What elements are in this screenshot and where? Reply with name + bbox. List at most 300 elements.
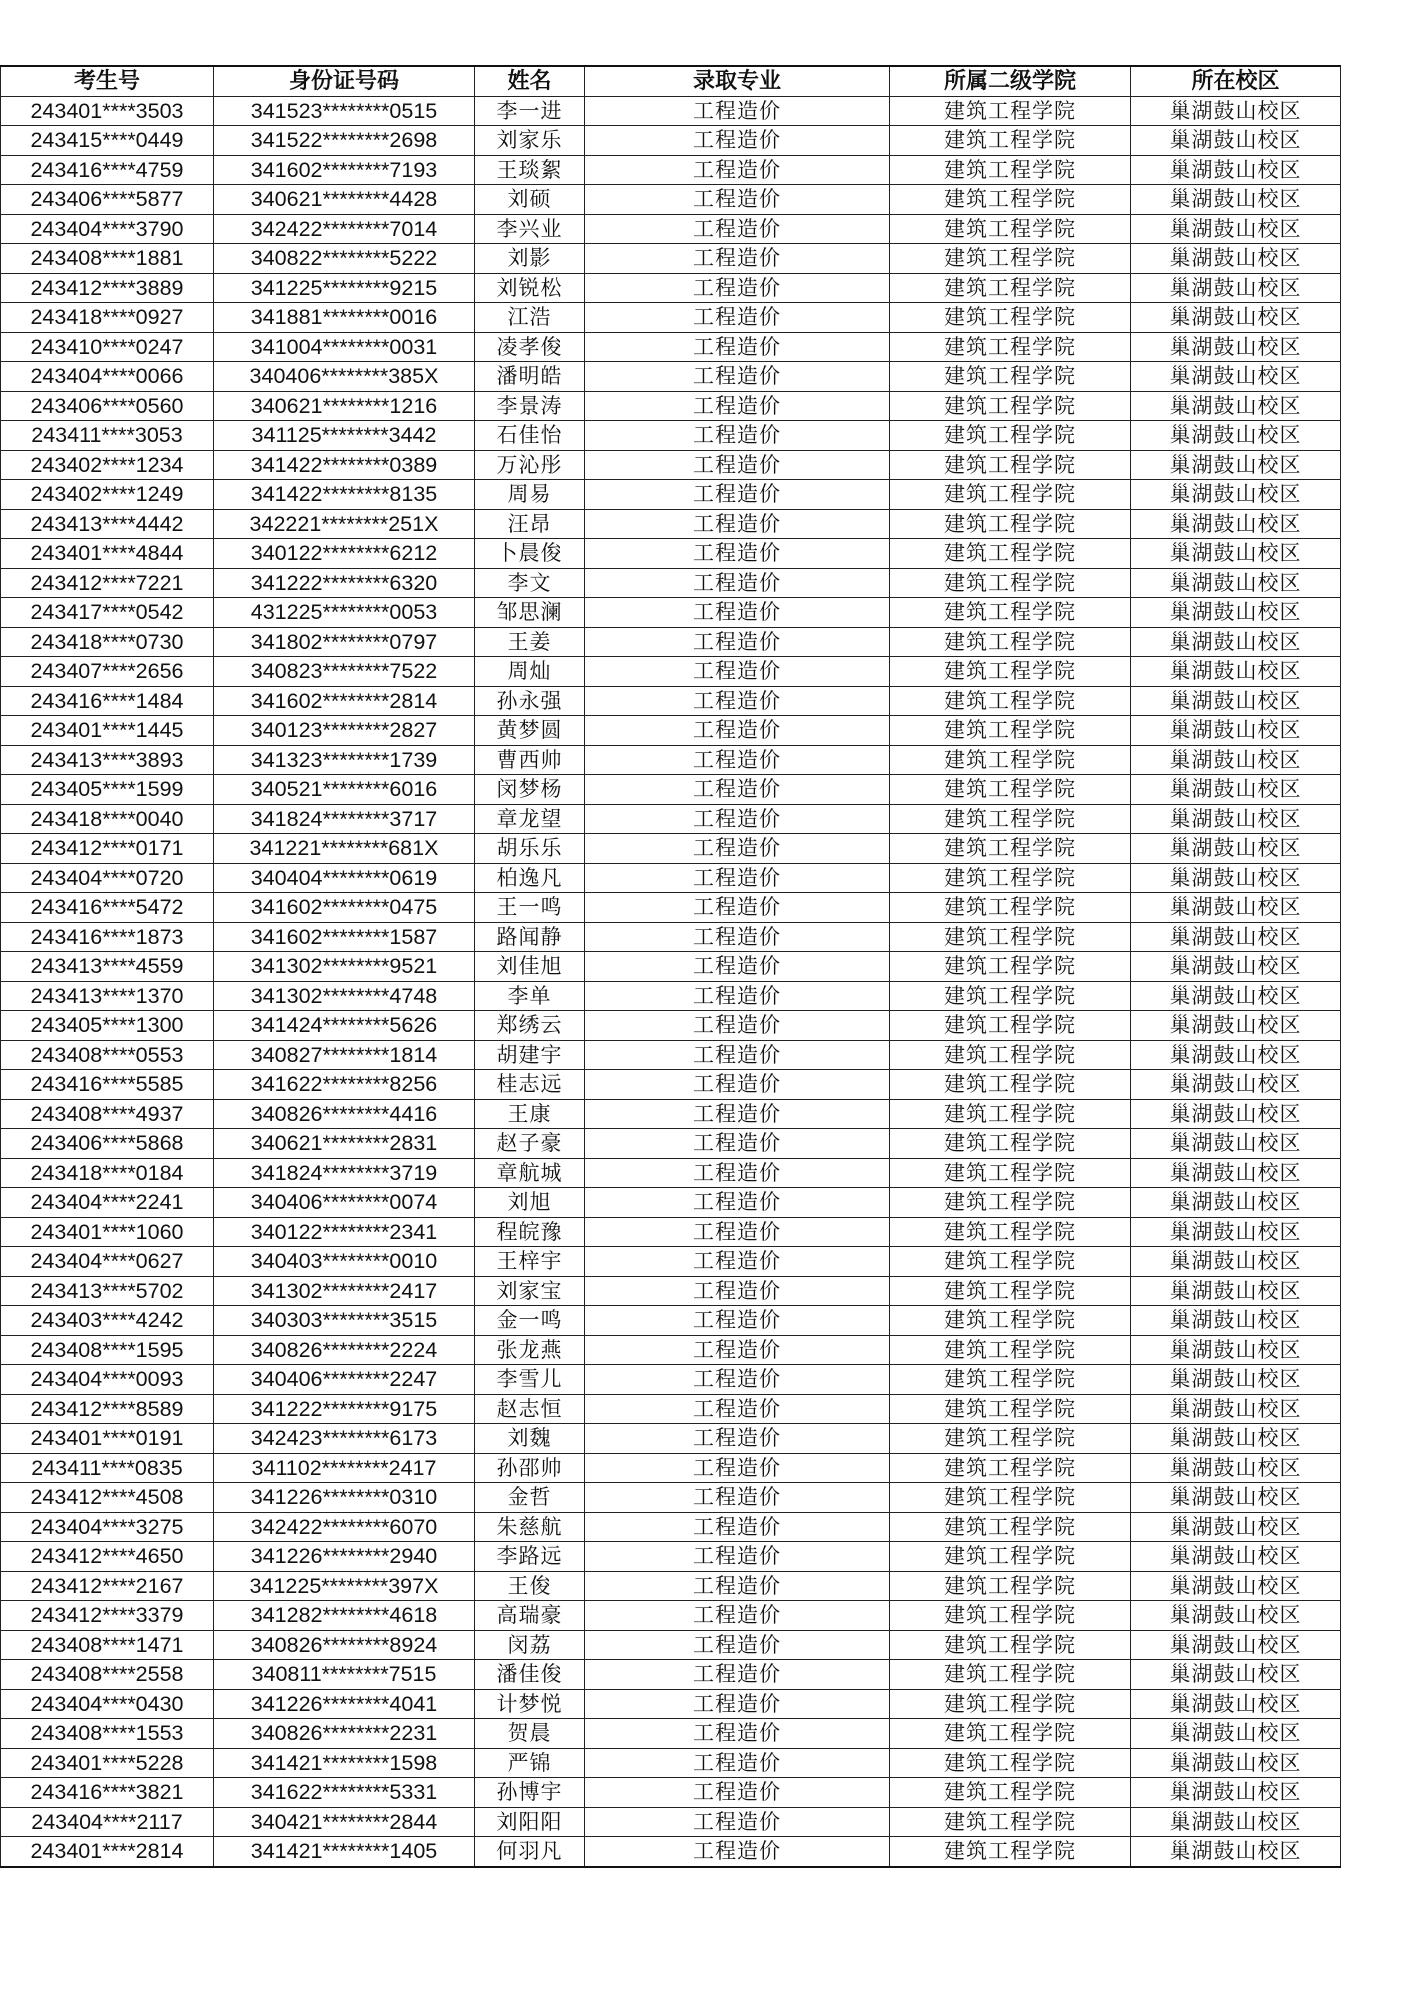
exam-number-cell: 243404****3275 [1,1512,214,1542]
college-cell: 建筑工程学院 [890,391,1131,421]
campus-cell: 巢湖鼓山校区 [1131,745,1341,775]
college-cell: 建筑工程学院 [890,804,1131,834]
table-row [1,1188,1341,1218]
college-cell: 建筑工程学院 [890,1011,1131,1041]
college-cell: 建筑工程学院 [890,244,1131,274]
id-number-cell: 341824********3719 [214,1158,475,1188]
name-cell: 李路远 [475,1542,585,1572]
header-college: 所属二级学院 [890,66,1131,96]
college-cell: 建筑工程学院 [890,952,1131,982]
table-row [1,1571,1341,1601]
exam-number-cell: 243412****8589 [1,1394,214,1424]
college-cell: 建筑工程学院 [890,1660,1131,1690]
table-row [1,1158,1341,1188]
exam-number-cell: 243408****2558 [1,1660,214,1690]
college-cell: 建筑工程学院 [890,480,1131,510]
name-cell: 王康 [475,1099,585,1129]
name-cell: 刘魏 [475,1424,585,1454]
exam-number-cell: 243408****1881 [1,244,214,274]
exam-number-cell: 243416****1484 [1,686,214,716]
name-cell: 金一鸣 [475,1306,585,1336]
table-row [1,1365,1341,1395]
major-cell: 工程造价 [585,185,890,215]
college-cell: 建筑工程学院 [890,1365,1131,1395]
name-cell: 计梦悦 [475,1689,585,1719]
id-number-cell: 341622********8256 [214,1070,475,1100]
campus-cell: 巢湖鼓山校区 [1131,1571,1341,1601]
exam-number-cell: 243412****4650 [1,1542,214,1572]
major-cell: 工程造价 [585,1660,890,1690]
name-cell: 桂志远 [475,1070,585,1100]
exam-number-cell: 243412****3889 [1,273,214,303]
id-number-cell: 341881********0016 [214,303,475,333]
major-cell: 工程造价 [585,244,890,274]
exam-number-cell: 243413****4442 [1,509,214,539]
name-cell: 贺晨 [475,1719,585,1749]
exam-number-cell: 243408****1595 [1,1335,214,1365]
name-cell: 高瑞豪 [475,1601,585,1631]
campus-cell: 巢湖鼓山校区 [1131,981,1341,1011]
college-cell: 建筑工程学院 [890,273,1131,303]
table-row [1,244,1341,274]
id-number-cell: 342221********251X [214,509,475,539]
name-cell: 汪昂 [475,509,585,539]
college-cell: 建筑工程学院 [890,1689,1131,1719]
name-cell: 胡乐乐 [475,834,585,864]
college-cell: 建筑工程学院 [890,155,1131,185]
major-cell: 工程造价 [585,1217,890,1247]
college-cell: 建筑工程学院 [890,863,1131,893]
college-cell: 建筑工程学院 [890,1424,1131,1454]
id-number-cell: 341824********3717 [214,804,475,834]
id-number-cell: 341302********2417 [214,1276,475,1306]
major-cell: 工程造价 [585,480,890,510]
major-cell: 工程造价 [585,1011,890,1041]
campus-cell: 巢湖鼓山校区 [1131,1129,1341,1159]
exam-number-cell: 243415****0449 [1,126,214,156]
major-cell: 工程造价 [585,1394,890,1424]
exam-number-cell: 243406****5877 [1,185,214,215]
header-exam-number: 考生号 [1,66,214,96]
college-cell: 建筑工程学院 [890,1335,1131,1365]
table-row [1,1424,1341,1454]
college-cell: 建筑工程学院 [890,303,1131,333]
table-row [1,1778,1341,1808]
major-cell: 工程造价 [585,716,890,746]
college-cell: 建筑工程学院 [890,1129,1131,1159]
id-number-cell: 340521********6016 [214,775,475,805]
id-number-cell: 341125********3442 [214,421,475,451]
id-number-cell: 341226********4041 [214,1689,475,1719]
id-number-cell: 341102********2417 [214,1453,475,1483]
major-cell: 工程造价 [585,539,890,569]
college-cell: 建筑工程学院 [890,716,1131,746]
name-cell: 周灿 [475,657,585,687]
exam-number-cell: 243405****1599 [1,775,214,805]
major-cell: 工程造价 [585,1542,890,1572]
campus-cell: 巢湖鼓山校区 [1131,1424,1341,1454]
major-cell: 工程造价 [585,745,890,775]
id-number-cell: 340811********7515 [214,1660,475,1690]
table-row [1,1748,1341,1778]
table-row [1,745,1341,775]
name-cell: 柏逸凡 [475,863,585,893]
table-row [1,863,1341,893]
exam-number-cell: 243405****1300 [1,1011,214,1041]
exam-number-cell: 243418****0184 [1,1158,214,1188]
campus-cell: 巢湖鼓山校区 [1131,1483,1341,1513]
table-row [1,1483,1341,1513]
major-cell: 工程造价 [585,1689,890,1719]
campus-cell: 巢湖鼓山校区 [1131,332,1341,362]
campus-cell: 巢湖鼓山校区 [1131,1660,1341,1690]
college-cell: 建筑工程学院 [890,1837,1131,1867]
major-cell: 工程造价 [585,1748,890,1778]
id-number-cell: 340421********2844 [214,1807,475,1837]
name-cell: 曹西帅 [475,745,585,775]
major-cell: 工程造价 [585,981,890,1011]
major-cell: 工程造价 [585,893,890,923]
name-cell: 黄梦圆 [475,716,585,746]
table-row [1,480,1341,510]
id-number-cell: 340621********2831 [214,1129,475,1159]
id-number-cell: 341421********1598 [214,1748,475,1778]
campus-cell: 巢湖鼓山校区 [1131,893,1341,923]
campus-cell: 巢湖鼓山校区 [1131,273,1341,303]
exam-number-cell: 243404****0720 [1,863,214,893]
campus-cell: 巢湖鼓山校区 [1131,922,1341,952]
exam-number-cell: 243407****2656 [1,657,214,687]
major-cell: 工程造价 [585,1630,890,1660]
id-number-cell: 341226********0310 [214,1483,475,1513]
name-cell: 路闻静 [475,922,585,952]
exam-number-cell: 243408****0553 [1,1040,214,1070]
major-cell: 工程造价 [585,362,890,392]
table-row [1,1247,1341,1277]
campus-cell: 巢湖鼓山校区 [1131,391,1341,421]
exam-number-cell: 243401****1060 [1,1217,214,1247]
major-cell: 工程造价 [585,952,890,982]
table-row [1,539,1341,569]
table-row [1,126,1341,156]
major-cell: 工程造价 [585,598,890,628]
major-cell: 工程造价 [585,1483,890,1513]
exam-number-cell: 243408****1471 [1,1630,214,1660]
id-number-cell: 341302********4748 [214,981,475,1011]
id-number-cell: 341522********2698 [214,126,475,156]
college-cell: 建筑工程学院 [890,509,1131,539]
college-cell: 建筑工程学院 [890,1453,1131,1483]
table-row [1,1512,1341,1542]
college-cell: 建筑工程学院 [890,745,1131,775]
college-cell: 建筑工程学院 [890,362,1131,392]
name-cell: 王一鸣 [475,893,585,923]
campus-cell: 巢湖鼓山校区 [1131,126,1341,156]
major-cell: 工程造价 [585,834,890,864]
table-row [1,598,1341,628]
exam-number-cell: 243401****3503 [1,96,214,126]
id-number-cell: 341602********7193 [214,155,475,185]
id-number-cell: 342422********6070 [214,1512,475,1542]
exam-number-cell: 243416****5585 [1,1070,214,1100]
table-row [1,893,1341,923]
exam-number-cell: 243413****5702 [1,1276,214,1306]
college-cell: 建筑工程学院 [890,1188,1131,1218]
college-cell: 建筑工程学院 [890,214,1131,244]
id-number-cell: 340406********2247 [214,1365,475,1395]
exam-number-cell: 243412****2167 [1,1571,214,1601]
major-cell: 工程造价 [585,303,890,333]
exam-number-cell: 243411****0835 [1,1453,214,1483]
id-number-cell: 341222********6320 [214,568,475,598]
header-name: 姓名 [475,66,585,96]
name-cell: 郑绣云 [475,1011,585,1041]
campus-cell: 巢湖鼓山校区 [1131,1512,1341,1542]
table-row [1,568,1341,598]
college-cell: 建筑工程学院 [890,185,1131,215]
campus-cell: 巢湖鼓山校区 [1131,1601,1341,1631]
name-cell: 万沁彤 [475,450,585,480]
campus-cell: 巢湖鼓山校区 [1131,1306,1341,1336]
id-number-cell: 341422********8135 [214,480,475,510]
college-cell: 建筑工程学院 [890,686,1131,716]
campus-cell: 巢湖鼓山校区 [1131,480,1341,510]
college-cell: 建筑工程学院 [890,834,1131,864]
table-row [1,952,1341,982]
campus-cell: 巢湖鼓山校区 [1131,568,1341,598]
major-cell: 工程造价 [585,332,890,362]
campus-cell: 巢湖鼓山校区 [1131,1837,1341,1867]
major-cell: 工程造价 [585,1188,890,1218]
exam-number-cell: 243404****3790 [1,214,214,244]
id-number-cell: 341225********397X [214,1571,475,1601]
major-cell: 工程造价 [585,1070,890,1100]
id-number-cell: 340823********7522 [214,657,475,687]
campus-cell: 巢湖鼓山校区 [1131,1630,1341,1660]
exam-number-cell: 243404****0066 [1,362,214,392]
college-cell: 建筑工程学院 [890,1719,1131,1749]
college-cell: 建筑工程学院 [890,1040,1131,1070]
exam-number-cell: 243417****0542 [1,598,214,628]
name-cell: 刘佳旭 [475,952,585,982]
name-cell: 刘影 [475,244,585,274]
id-number-cell: 341602********2814 [214,686,475,716]
id-number-cell: 341422********0389 [214,450,475,480]
campus-cell: 巢湖鼓山校区 [1131,1748,1341,1778]
id-number-cell: 341302********9521 [214,952,475,982]
major-cell: 工程造价 [585,1512,890,1542]
campus-cell: 巢湖鼓山校区 [1131,834,1341,864]
major-cell: 工程造价 [585,96,890,126]
exam-number-cell: 243404****2241 [1,1188,214,1218]
table-row [1,834,1341,864]
exam-number-cell: 243408****4937 [1,1099,214,1129]
name-cell: 张龙燕 [475,1335,585,1365]
major-cell: 工程造价 [585,1040,890,1070]
name-cell: 刘旭 [475,1188,585,1218]
major-cell: 工程造价 [585,775,890,805]
college-cell: 建筑工程学院 [890,598,1131,628]
campus-cell: 巢湖鼓山校区 [1131,1394,1341,1424]
id-number-cell: 341622********5331 [214,1778,475,1808]
campus-cell: 巢湖鼓山校区 [1131,509,1341,539]
major-cell: 工程造价 [585,1129,890,1159]
name-cell: 赵志恒 [475,1394,585,1424]
campus-cell: 巢湖鼓山校区 [1131,1778,1341,1808]
id-number-cell: 341602********0475 [214,893,475,923]
exam-number-cell: 243408****1553 [1,1719,214,1749]
name-cell: 闵梦杨 [475,775,585,805]
name-cell: 孙邵帅 [475,1453,585,1483]
name-cell: 卜晨俊 [475,539,585,569]
major-cell: 工程造价 [585,214,890,244]
name-cell: 刘锐松 [475,273,585,303]
college-cell: 建筑工程学院 [890,1306,1131,1336]
campus-cell: 巢湖鼓山校区 [1131,1011,1341,1041]
exam-number-cell: 243413****3893 [1,745,214,775]
college-cell: 建筑工程学院 [890,1483,1131,1513]
major-cell: 工程造价 [585,804,890,834]
table-row [1,1099,1341,1129]
name-cell: 李单 [475,981,585,1011]
table-row [1,1807,1341,1837]
campus-cell: 巢湖鼓山校区 [1131,1365,1341,1395]
table-row [1,421,1341,451]
table-row [1,981,1341,1011]
name-cell: 刘硕 [475,185,585,215]
major-cell: 工程造价 [585,1247,890,1277]
name-cell: 周易 [475,480,585,510]
college-cell: 建筑工程学院 [890,1070,1131,1100]
id-number-cell: 340826********4416 [214,1099,475,1129]
major-cell: 工程造价 [585,1778,890,1808]
id-number-cell: 341282********4618 [214,1601,475,1631]
campus-cell: 巢湖鼓山校区 [1131,1247,1341,1277]
campus-cell: 巢湖鼓山校区 [1131,362,1341,392]
id-number-cell: 342423********6173 [214,1424,475,1454]
exam-number-cell: 243413****1370 [1,981,214,1011]
major-cell: 工程造价 [585,273,890,303]
campus-cell: 巢湖鼓山校区 [1131,1070,1341,1100]
exam-number-cell: 243412****4508 [1,1483,214,1513]
table-row [1,362,1341,392]
major-cell: 工程造价 [585,450,890,480]
college-cell: 建筑工程学院 [890,1217,1131,1247]
table-row [1,804,1341,834]
id-number-cell: 341523********0515 [214,96,475,126]
college-cell: 建筑工程学院 [890,1601,1131,1631]
campus-cell: 巢湖鼓山校区 [1131,1276,1341,1306]
campus-cell: 巢湖鼓山校区 [1131,155,1341,185]
table-row [1,214,1341,244]
exam-number-cell: 243401****5228 [1,1748,214,1778]
campus-cell: 巢湖鼓山校区 [1131,863,1341,893]
name-cell: 刘阳阳 [475,1807,585,1837]
major-cell: 工程造价 [585,1306,890,1336]
exam-number-cell: 243406****5868 [1,1129,214,1159]
campus-cell: 巢湖鼓山校区 [1131,686,1341,716]
name-cell: 刘家乐 [475,126,585,156]
table-row [1,391,1341,421]
id-number-cell: 340406********385X [214,362,475,392]
campus-cell: 巢湖鼓山校区 [1131,1099,1341,1129]
exam-number-cell: 243401****2814 [1,1837,214,1867]
major-cell: 工程造价 [585,1424,890,1454]
table-row [1,1217,1341,1247]
table-row [1,1394,1341,1424]
id-number-cell: 340621********4428 [214,185,475,215]
college-cell: 建筑工程学院 [890,568,1131,598]
major-cell: 工程造价 [585,1158,890,1188]
campus-cell: 巢湖鼓山校区 [1131,1188,1341,1218]
campus-cell: 巢湖鼓山校区 [1131,804,1341,834]
major-cell: 工程造价 [585,1365,890,1395]
table-row [1,1601,1341,1631]
major-cell: 工程造价 [585,421,890,451]
id-number-cell: 340822********5222 [214,244,475,274]
id-number-cell: 341323********1739 [214,745,475,775]
campus-cell: 巢湖鼓山校区 [1131,952,1341,982]
table-row [1,1660,1341,1690]
id-number-cell: 340406********0074 [214,1188,475,1218]
name-cell: 李景涛 [475,391,585,421]
id-number-cell: 341226********2940 [214,1542,475,1572]
table-row [1,686,1341,716]
id-number-cell: 340826********2231 [214,1719,475,1749]
table-row [1,96,1341,126]
major-cell: 工程造价 [585,686,890,716]
table-row [1,657,1341,687]
exam-number-cell: 243413****4559 [1,952,214,982]
name-cell: 严锦 [475,1748,585,1778]
major-cell: 工程造价 [585,568,890,598]
college-cell: 建筑工程学院 [890,421,1131,451]
name-cell: 赵子豪 [475,1129,585,1159]
name-cell: 李一进 [475,96,585,126]
college-cell: 建筑工程学院 [890,126,1131,156]
college-cell: 建筑工程学院 [890,775,1131,805]
campus-cell: 巢湖鼓山校区 [1131,1807,1341,1837]
college-cell: 建筑工程学院 [890,1247,1131,1277]
campus-cell: 巢湖鼓山校区 [1131,539,1341,569]
exam-number-cell: 243416****4759 [1,155,214,185]
id-number-cell: 340122********2341 [214,1217,475,1247]
campus-cell: 巢湖鼓山校区 [1131,450,1341,480]
table-row [1,185,1341,215]
major-cell: 工程造价 [585,1335,890,1365]
name-cell: 朱慈航 [475,1512,585,1542]
exam-number-cell: 243402****1234 [1,450,214,480]
exam-number-cell: 243410****0247 [1,332,214,362]
id-number-cell: 340621********1216 [214,391,475,421]
college-cell: 建筑工程学院 [890,1512,1131,1542]
exam-number-cell: 243418****0730 [1,627,214,657]
campus-cell: 巢湖鼓山校区 [1131,185,1341,215]
id-number-cell: 341225********9215 [214,273,475,303]
college-cell: 建筑工程学院 [890,1099,1131,1129]
exam-number-cell: 243416****1873 [1,922,214,952]
exam-number-cell: 243418****0927 [1,303,214,333]
campus-cell: 巢湖鼓山校区 [1131,421,1341,451]
table-row [1,155,1341,185]
exam-number-cell: 243401****0191 [1,1424,214,1454]
id-number-cell: 340826********2224 [214,1335,475,1365]
campus-cell: 巢湖鼓山校区 [1131,1542,1341,1572]
major-cell: 工程造价 [585,1276,890,1306]
header-campus: 所在校区 [1131,66,1341,96]
college-cell: 建筑工程学院 [890,981,1131,1011]
exam-number-cell: 243403****4242 [1,1306,214,1336]
